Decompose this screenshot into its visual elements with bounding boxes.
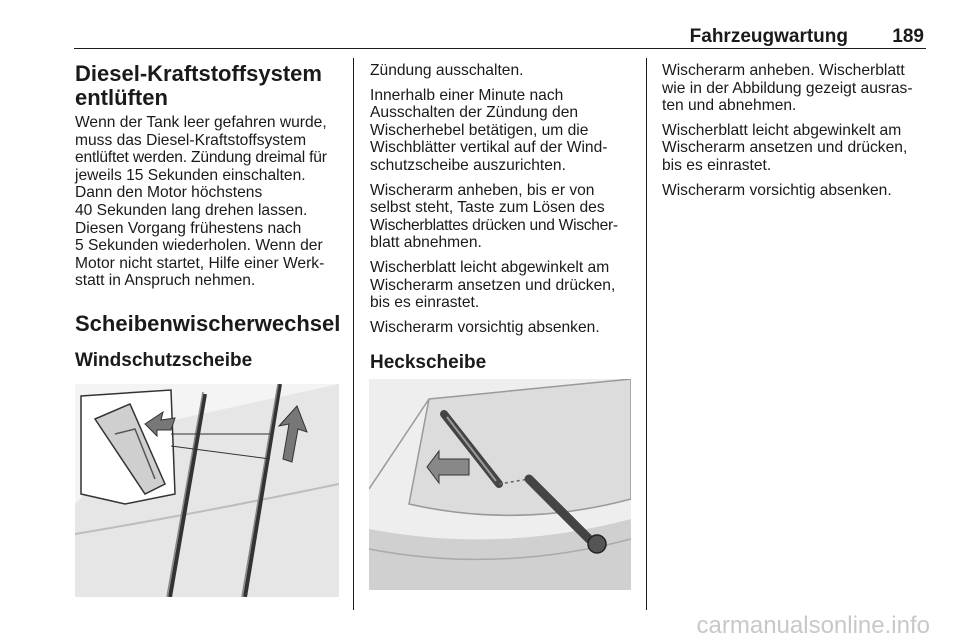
paragraph xyxy=(370,319,640,337)
page-number: 189 xyxy=(892,26,924,47)
text-line: Wischerarm anheben, bis er von xyxy=(370,181,595,199)
column-divider xyxy=(353,58,354,610)
text-line: Innerhalb einer Minute nach xyxy=(370,86,564,104)
column-3 xyxy=(662,62,932,206)
column-divider xyxy=(646,58,647,610)
subheading-rear-window: Heckscheibe xyxy=(370,352,487,374)
page-header xyxy=(74,24,926,49)
text-line: Motor nicht startet, Hilfe einer Werk- xyxy=(75,254,325,272)
subheading-windscreen: Windschutzscheibe xyxy=(75,349,253,371)
column-2 xyxy=(370,62,640,374)
text-line: Ausschalten der Zündung den xyxy=(370,104,579,122)
text-line: wie in der Abbildung gezeigt ausras- xyxy=(662,79,913,97)
text-line: blatt abnehmen. xyxy=(370,234,482,252)
paragraph xyxy=(370,182,640,252)
text-line: bis es einrastet. xyxy=(370,294,480,312)
text-line: muss das Diesel-Kraftstoffsystem xyxy=(75,131,307,149)
text-line: entlüftet werden. Zündung dreimal für xyxy=(75,149,327,167)
paragraph xyxy=(662,62,932,115)
text-line: Wischerarm ansetzen und drücken, xyxy=(662,139,908,157)
heading-diesel: Diesel-Kraftstoffsystem entlüften xyxy=(75,61,322,110)
text-line: bis es einrastet. xyxy=(662,156,772,174)
paragraph xyxy=(370,259,640,312)
text-line: statt in Anspruch nehmen. xyxy=(75,272,256,290)
text-line: Wischerarm vorsichtig absenken. xyxy=(662,181,892,199)
text-line: Wischerblattes drücken und Wischer- xyxy=(370,216,618,234)
text-line: 40 Sekunden lang drehen lassen. xyxy=(75,201,308,219)
text-line: Wischerblatt leicht abgewinkelt am xyxy=(662,121,902,139)
text-line: Wischerarm anheben. Wischerblatt xyxy=(662,62,905,79)
windscreen-wiper-figure xyxy=(75,384,339,597)
paragraph xyxy=(662,122,932,175)
text-line: Wischerarm ansetzen und drücken, xyxy=(370,276,616,294)
paragraph xyxy=(370,87,640,175)
text-line: Wischerhebel betätigen, um die xyxy=(370,121,589,139)
rear-wiper-figure xyxy=(369,379,631,590)
text-line: schutzscheibe auszurichten. xyxy=(370,156,566,174)
text-line: Wenn der Tank leer gefahren wurde, xyxy=(75,114,327,131)
text-line: Diesen Vorgang frühestens nach xyxy=(75,219,302,237)
column-1 xyxy=(75,62,345,372)
watermark: carmanualsonline.info xyxy=(696,612,930,639)
windscreen-wiper-illustration xyxy=(75,384,339,597)
text-line: ten und abnehmen. xyxy=(662,97,797,115)
paragraph xyxy=(370,62,640,80)
text-line: Wischblätter vertikal auf der Wind- xyxy=(370,139,608,157)
diesel-text xyxy=(75,114,345,290)
rear-wiper-illustration xyxy=(369,379,631,590)
heading-wiper: Scheibenwischerwechsel xyxy=(75,310,341,336)
text-line: jeweils 15 Sekunden einschalten. xyxy=(75,166,306,184)
text-line: Wischerarm vorsichtig absenken. xyxy=(370,318,600,336)
text-line: 5 Sekunden wiederholen. Wenn der xyxy=(75,237,323,255)
paragraph xyxy=(662,182,932,200)
text-line: Dann den Motor höchstens xyxy=(75,184,263,202)
text-line: selbst steht, Taste zum Lösen des xyxy=(370,199,605,217)
text-line: Zündung ausschalten. xyxy=(370,62,524,79)
section-title: Fahrzeugwartung xyxy=(689,26,848,47)
text-line: Wischerblatt leicht abgewinkelt am xyxy=(370,258,610,276)
